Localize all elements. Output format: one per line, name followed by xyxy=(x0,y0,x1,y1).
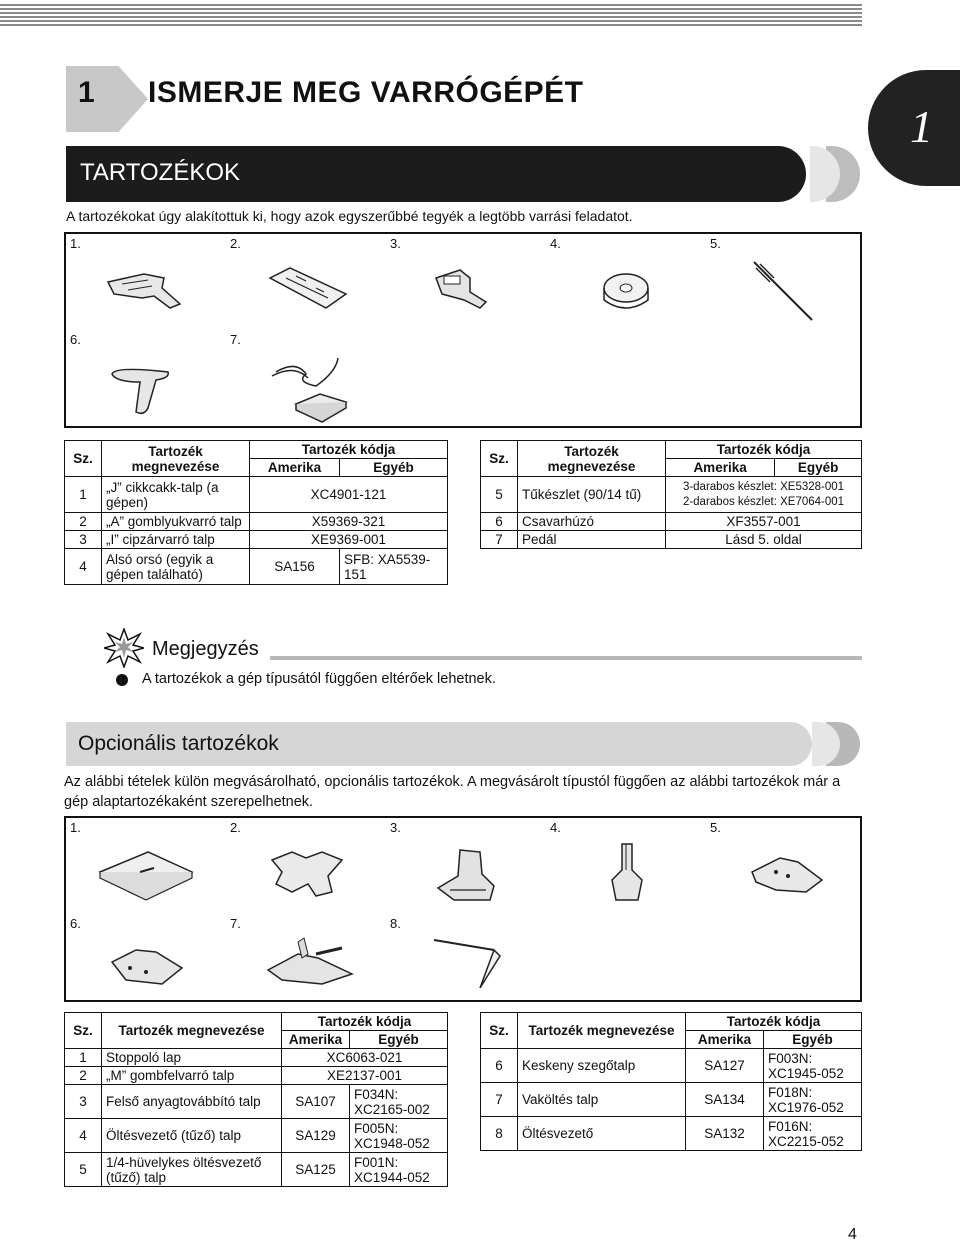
zigzag-foot-icon xyxy=(104,264,184,314)
header-name: Tartozék megnevezése xyxy=(102,1013,282,1049)
note-text: A tartozékok a gép típusától függően eltérőek lehetnek. xyxy=(142,671,496,687)
header-america: Amerika xyxy=(282,1031,350,1049)
section-title: TARTOZÉKOK xyxy=(80,159,241,186)
bobbin-icon xyxy=(598,268,654,318)
row-other: F018N: XC1976-052 xyxy=(764,1083,862,1117)
bullet-icon xyxy=(116,674,128,686)
row-america: SA132 xyxy=(686,1117,764,1151)
screwdriver-icon xyxy=(108,364,188,418)
row-name: Stoppoló lap xyxy=(102,1049,282,1067)
table-row xyxy=(65,549,448,585)
table-row xyxy=(481,1083,862,1117)
walking-foot-icon xyxy=(430,846,500,906)
header-no: Sz. xyxy=(481,441,518,477)
accessory-table-left xyxy=(64,440,448,585)
row-code: XF3557-001 xyxy=(666,513,862,531)
row-code: XE2137-001 xyxy=(282,1067,448,1085)
row-name: „J” cikkcakk-talp (a gépen) xyxy=(102,477,250,513)
row-america: SA129 xyxy=(282,1119,350,1153)
optional-header xyxy=(66,722,812,766)
foot-pedal-icon xyxy=(266,352,356,428)
header-other: Egyéb xyxy=(764,1031,862,1049)
row-no: 8 xyxy=(481,1117,518,1151)
code-line: 3-darabos készlet: XE5328-001 xyxy=(682,480,845,493)
row-code: XC4901-121 xyxy=(250,477,448,513)
figure-label: 4. xyxy=(550,820,561,835)
row-america: SA107 xyxy=(282,1085,350,1119)
row-name: Öltésvezető xyxy=(518,1117,686,1151)
header-name: Tartozék megnevezése xyxy=(518,1013,686,1049)
header-name: Tartozék megnevezése xyxy=(518,441,666,477)
darning-plate-icon xyxy=(96,846,196,902)
figure-label: 8. xyxy=(390,916,401,931)
row-no: 5 xyxy=(481,477,518,513)
row-other: F005N: XC1948-052 xyxy=(350,1119,448,1153)
table-row xyxy=(65,1153,448,1187)
optional-table-right xyxy=(480,1012,862,1151)
row-name: Alsó orsó (egyik a gépen található) xyxy=(102,549,250,585)
row-america: SA156 xyxy=(250,549,340,585)
accessories-figure xyxy=(64,232,862,428)
row-name: „M” gombfelvarró talp xyxy=(102,1067,282,1085)
quilting-foot-icon xyxy=(602,840,652,910)
row-no: 3 xyxy=(65,1085,102,1119)
code-line: 2-darabos készlet: XE7064-001 xyxy=(682,495,845,508)
page-number: 4 xyxy=(848,1226,857,1243)
row-name: 1/4-hüvelykes öltésvezető (tűző) talp xyxy=(102,1153,282,1187)
quarter-inch-foot-icon xyxy=(746,850,826,900)
zipper-foot-icon xyxy=(430,266,490,314)
row-name: Pedál xyxy=(518,531,666,549)
row-no: 1 xyxy=(65,1049,102,1067)
row-no: 4 xyxy=(65,1119,102,1153)
table-row xyxy=(65,1067,448,1085)
row-america: SA134 xyxy=(686,1083,764,1117)
row-no: 6 xyxy=(481,1049,518,1083)
row-name: Öltésvezető (tűző) talp xyxy=(102,1119,282,1153)
row-other: F016N: XC2215-052 xyxy=(764,1117,862,1151)
figure-label: 5. xyxy=(710,236,721,251)
table-row xyxy=(65,1049,448,1067)
figure-label: 1. xyxy=(70,820,81,835)
figure-label: 2. xyxy=(230,236,241,251)
figure-label: 7. xyxy=(230,916,241,931)
row-no: 2 xyxy=(65,1067,102,1085)
button-sewing-foot-icon xyxy=(262,844,352,904)
header-code: Tartozék kódja xyxy=(666,441,862,459)
section-header xyxy=(66,146,806,202)
row-name: Vaköltés talp xyxy=(518,1083,686,1117)
table-row xyxy=(65,1119,448,1153)
figure-label: 3. xyxy=(390,236,401,251)
row-no: 5 xyxy=(65,1153,102,1187)
row-name: Felső anyagtovábbító talp xyxy=(102,1085,282,1119)
header-no: Sz. xyxy=(65,1013,102,1049)
header-other: Egyéb xyxy=(350,1031,448,1049)
table-row xyxy=(481,531,862,549)
figure-label: 1. xyxy=(70,236,81,251)
note-divider xyxy=(270,656,862,660)
header-no: Sz. xyxy=(481,1013,518,1049)
figure-label: 2. xyxy=(230,820,241,835)
row-other: F034N: XC2165-002 xyxy=(350,1085,448,1119)
needle-icon xyxy=(750,258,820,324)
chapter-tab xyxy=(868,70,960,186)
row-no: 2 xyxy=(65,513,102,531)
row-no: 7 xyxy=(481,531,518,549)
row-code xyxy=(666,477,862,513)
header-america: Amerika xyxy=(250,459,340,477)
header-no: Sz. xyxy=(65,441,102,477)
row-code: XE9369-001 xyxy=(250,531,448,549)
table-row xyxy=(65,513,448,531)
table-row xyxy=(65,531,448,549)
row-name: „A” gomblyukvarró talp xyxy=(102,513,250,531)
note-burst-icon xyxy=(104,628,144,668)
table-row xyxy=(481,513,862,531)
row-no: 6 xyxy=(481,513,518,531)
figure-label: 4. xyxy=(550,236,561,251)
row-other: F003N: XC1945-052 xyxy=(764,1049,862,1083)
chapter-title: ISMERJE MEG VARRÓGÉPÉT xyxy=(148,76,584,109)
header-stripe-bar xyxy=(0,4,862,26)
header-america: Amerika xyxy=(686,1031,764,1049)
note-title: Megjegyzés xyxy=(152,638,259,660)
header-other: Egyéb xyxy=(775,459,862,477)
header-other: Egyéb xyxy=(340,459,448,477)
row-name: Tűkészlet (90/14 tű) xyxy=(518,477,666,513)
row-name: Keskeny szegőtalp xyxy=(518,1049,686,1083)
row-no: 1 xyxy=(65,477,102,513)
row-no: 7 xyxy=(481,1083,518,1117)
narrow-hemmer-foot-icon xyxy=(106,940,186,990)
figure-label: 5. xyxy=(710,820,721,835)
row-other: F001N: XC1944-052 xyxy=(350,1153,448,1187)
row-name: Csavarhúzó xyxy=(518,513,666,531)
optional-title: Opcionális tartozékok xyxy=(78,732,279,755)
table-row xyxy=(65,1085,448,1119)
buttonhole-foot-icon xyxy=(266,264,350,314)
header-name: Tartozék megnevezése xyxy=(102,441,250,477)
section-intro: A tartozékokat úgy alakítottuk ki, hogy azok egyszerűbbé tegyék a legtöbb varrási feladatot. xyxy=(66,208,633,224)
chapter-tab-number: 1 xyxy=(910,101,933,152)
table-row xyxy=(481,1049,862,1083)
row-other: SFB: XA5539-151 xyxy=(340,549,448,585)
accessory-table-right xyxy=(480,440,862,549)
row-name: „I” cipzárvarró talp xyxy=(102,531,250,549)
row-america: SA127 xyxy=(686,1049,764,1083)
chapter-number: 1 xyxy=(78,76,95,109)
figure-label: 3. xyxy=(390,820,401,835)
table-row xyxy=(481,477,862,513)
table-row xyxy=(481,1117,862,1151)
row-no: 4 xyxy=(65,549,102,585)
figure-label: 6. xyxy=(70,916,81,931)
quilting-guide-icon xyxy=(432,936,532,992)
row-code: XC6063-021 xyxy=(282,1049,448,1067)
header-code: Tartozék kódja xyxy=(282,1013,448,1031)
header-america: Amerika xyxy=(666,459,775,477)
row-code: Lásd 5. oldal xyxy=(666,531,862,549)
figure-label: 7. xyxy=(230,332,241,347)
header-code: Tartozék kódja xyxy=(250,441,448,459)
optional-table-left xyxy=(64,1012,448,1187)
optional-intro: Az alábbi tételek külön megvásárolható, opcionális tartozékok. A megvásárolt típustól függően az alábbi tartozékok már a gép alaptartozékaként szerepelhetnek. xyxy=(64,774,841,810)
table-row xyxy=(65,477,448,513)
optional-accessories-figure xyxy=(64,816,862,1002)
blind-stitch-foot-icon xyxy=(262,934,358,990)
row-code: X59369-321 xyxy=(250,513,448,531)
row-no: 3 xyxy=(65,531,102,549)
header-code: Tartozék kódja xyxy=(686,1013,862,1031)
row-america: SA125 xyxy=(282,1153,350,1187)
figure-label: 6. xyxy=(70,332,81,347)
